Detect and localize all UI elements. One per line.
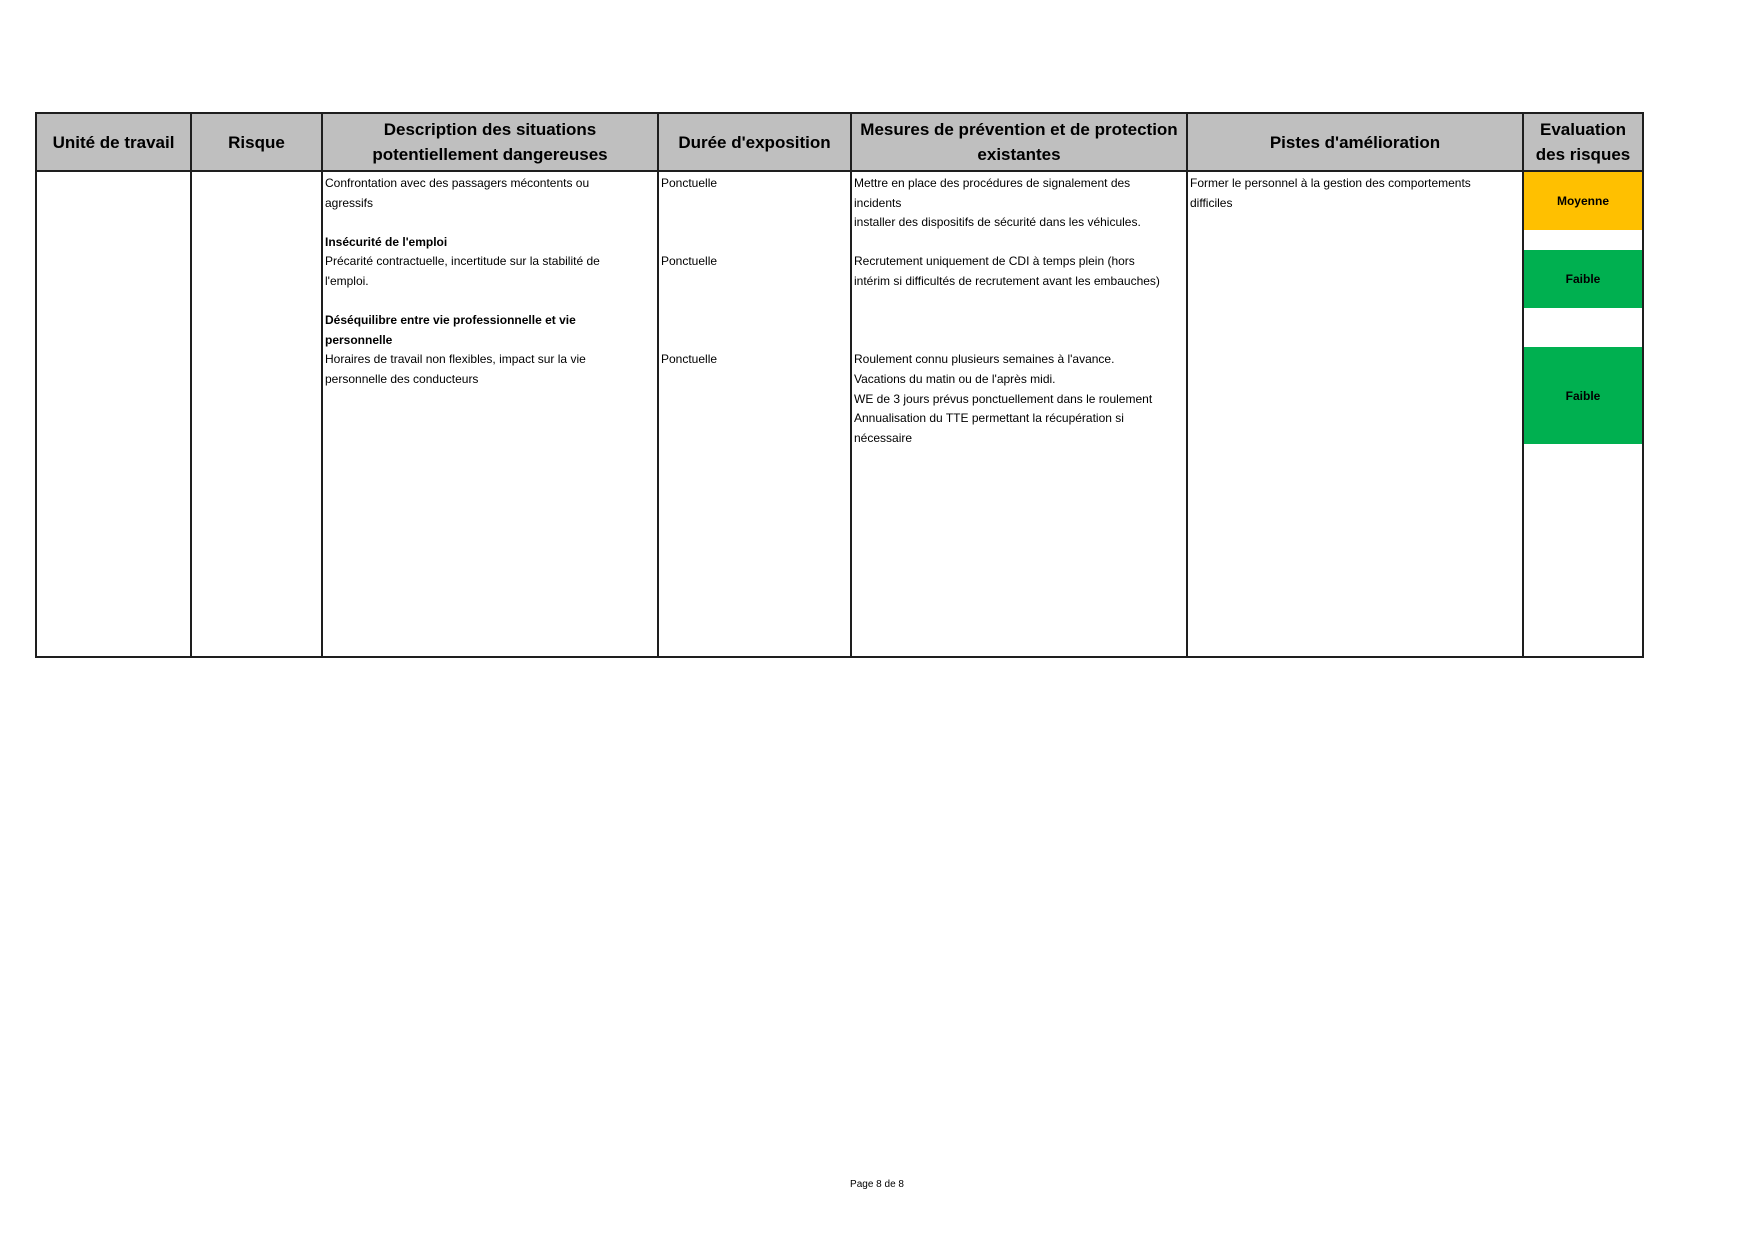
mesures-item3-line3: WE de 3 jours prévus ponctuellement dans le roulement (854, 391, 1153, 406)
evaluation-badge-faible: Faible (1524, 250, 1642, 308)
pistes-item1-line2: difficiles (1190, 195, 1233, 210)
mesures-item3-line1: Roulement connu plusieurs semaines à l'avance. (854, 352, 1115, 367)
duree-item1: Ponctuelle (661, 176, 718, 190)
header-risque: Risque (191, 113, 322, 171)
header-unite-de-travail: Unité de travail (36, 113, 191, 171)
cell-pistes (1187, 171, 1523, 657)
cell-evaluation (1523, 171, 1643, 657)
pistes-item1-line1: Former le personnel à la gestion des comportements (1190, 176, 1471, 190)
mesures-item1-line3: installer des dispositifs de sécurité dans les véhicules. (854, 215, 1141, 230)
mesures-item3-line4: Annualisation du TTE permettant la récupération si (854, 411, 1124, 426)
risk-assessment-table (35, 112, 1644, 658)
evaluation-badge-moyenne: Moyenne (1524, 172, 1642, 230)
header-evaluation: Evaluation des risques (1523, 113, 1643, 171)
cell-description (322, 171, 658, 657)
duree-item2: Ponctuelle (661, 254, 718, 269)
description-item1-line2: agressifs (325, 195, 374, 210)
table-header-row (36, 113, 1643, 171)
header-description: Description des situations potentiellement dangereuses (322, 113, 658, 171)
description-item2-line1: Précarité contractuelle, incertitude sur la stabilité de (325, 254, 600, 269)
table-row (36, 171, 1643, 657)
cell-risque (191, 171, 322, 657)
description-item3-title-line2: personnelle (325, 332, 393, 347)
header-mesures: Mesures de prévention et de protection existantes (851, 113, 1187, 171)
description-item1-line1: Confrontation avec des passagers mécontents ou (325, 176, 590, 190)
cell-unite-de-travail (36, 171, 191, 657)
mesures-item3-line5: nécessaire (854, 430, 913, 445)
mesures-item3-line2: Vacations du matin ou de l'après midi. (854, 371, 1056, 386)
cell-mesures (851, 171, 1187, 657)
page-number: Page 8 de 8 (850, 1179, 904, 1190)
description-item3-title-line1: Déséquilibre entre vie professionnelle et vie (325, 313, 576, 328)
description-item3-line2: personnelle des conducteurs (325, 371, 479, 386)
mesures-item2-line2: intérim si difficultés de recrutement avant les embauches) (854, 273, 1160, 288)
duree-item3: Ponctuelle (661, 352, 718, 367)
evaluation-badge-faible: Faible (1524, 347, 1642, 444)
description-item2-title: Insécurité de l'emploi (325, 234, 448, 249)
description-item2-line2: l'emploi. (325, 273, 369, 288)
mesures-item2-line1: Recrutement uniquement de CDI à temps plein (hors (854, 254, 1135, 269)
cell-duree-exposition (658, 171, 851, 657)
header-pistes: Pistes d'amélioration (1187, 113, 1523, 171)
description-item3-line1: Horaires de travail non flexibles, impact sur la vie (325, 352, 586, 367)
mesures-item1-line1: Mettre en place des procédures de signalement des (854, 176, 1131, 190)
mesures-item1-line2: incidents (854, 195, 902, 210)
header-duree-exposition: Durée d'exposition (658, 113, 851, 171)
